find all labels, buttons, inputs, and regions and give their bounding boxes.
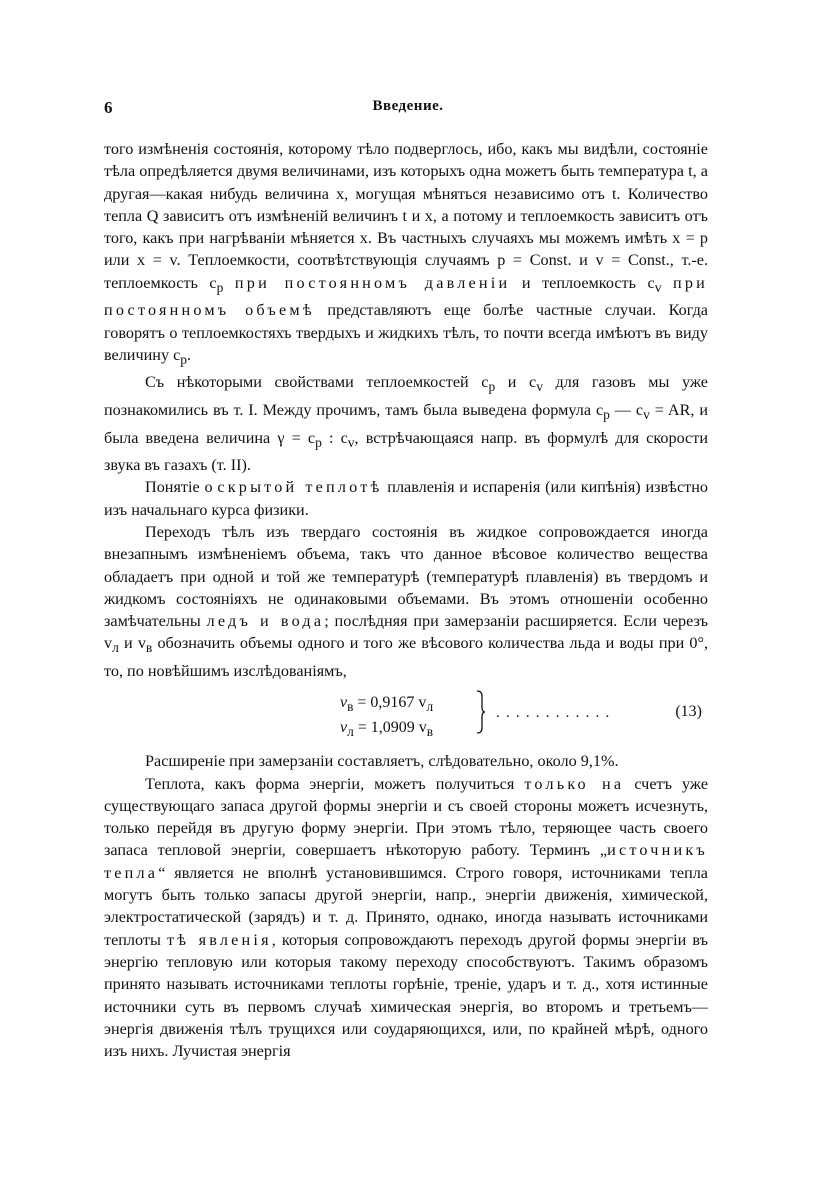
subscript: p [488,379,496,395]
text-run: : c [321,428,348,447]
paragraph-3 [104,476,708,521]
variable: v [340,694,348,712]
equation-line-2 [340,717,433,742]
subscript: v [347,434,355,450]
subscript: p [603,407,610,423]
text-run: того измѣненія состоянія, которому тѣло подверглось, ибо, какъ мы видѣли, состояніе тѣла опредѣляется двумя величинами, изъ которыхъ одна можетъ быть температура t, а другая—какая нибудь величина x, могущая мѣняться независимо отъ t. Количество тепла Q зависитъ отъ измѣненій величинъ t и x, а потому и теплоемкость зависитъ отъ того, какъ при нагрѣваніи мѣняется x. Въ частныхъ случаяхъ мы можемъ имѣть x = p или x = v. Теплоемкости, соотвѣтствующія случаямъ p = Const. и v = Const., т.-е. теплоемкость c [104,140,708,292]
spaced-emphasis: ледъ и вода [206,612,325,631]
paragraph-2 [104,371,708,476]
equation-rhs: = 1,0909 v [353,719,427,737]
spaced-emphasis: скрытой теплотѣ [217,478,383,497]
spaced-emphasis: при постоянномъ объемѣ [104,273,709,320]
equation-13 [104,690,708,742]
spaced-emphasis: тѣ явленія [166,930,272,949]
page-number: 6 [104,98,113,117]
text-run: ; послѣдняя при замерзаніи расширяется. Если черезъ v [104,612,708,653]
text-run: и v [118,634,146,653]
paragraph-6 [104,773,708,1063]
spaced-emphasis: только на [524,774,625,793]
page-header [104,98,712,124]
spaced-emphasis: источникъ тепла [104,841,708,882]
text-run: Переходъ тѣлъ изъ твердаго состоянія въ жидкое сопровождается иногда внезапнымъ измѣненіемъ объема, такъ что данное вѣсовое количество вещества обладаетъ при одной и той же температурѣ (температурѣ плавленія) въ твердомъ и жидкомъ состояніяхъ не одинаковыми объемами. Въ этомъ отношеніи особенно замѣчательны [104,522,708,631]
spaced-emphasis: при постоянномъ давленіи [234,273,511,292]
equation-lines [340,692,433,742]
leader-dots: ............ [496,705,616,722]
text-run: Понятіе о [145,478,218,497]
subscript: v [643,407,650,423]
subscript: л [426,699,434,715]
text-run: плавленія и испаренія (или кипѣнія) извѣстно изъ начальнаго курса физики. [104,478,708,519]
text-run: счетъ уже существующаго запаса другой формы энергіи и съ своей стороны можетъ исчезнуть, только перейдя въ другую форму энергіи. При этомъ тѣло, теряющее часть своего запаса тепловой энергіи, совершаетъ нѣкоторую работу. Терминъ „ [104,774,708,860]
equation-rhs: = 0,9167 v [353,694,427,712]
equation-line-1 [340,692,433,717]
text-run: . [187,345,192,364]
subscript: в [347,699,354,715]
text-run: — c [609,400,644,419]
text-run: , встрѣчающаяся напр. въ формулѣ для скорости звука въ газахъ (т. II). [104,428,708,475]
equation-number: (13) [675,703,702,721]
subscript: в [145,640,153,656]
text-run: обозначить объемы одного и того же вѣсового количества льда и воды при 0°, то, по новѣйшимъ изслѣдованіямъ, [104,634,708,680]
text-run [223,274,235,292]
right-brace-icon [476,690,486,734]
subscript: p [180,352,188,368]
text-run: Теплота, какъ форма энергіи, можетъ получиться [145,774,525,793]
subscript: v [654,280,662,296]
subscript: л [112,640,119,656]
text-run: , которыя сопровождаютъ переходъ другой формы энергіи въ энергію тепловую или которыя такому переходу способствуютъ. Такимъ образомъ принято называть источниками теплоты горѣніе, треніе, ударъ и т. д., хотя истинные источники суть въ первомъ случаѣ химическая энергія, во второмъ и третьемъ—энергія движенія тѣлъ трущихся или соударяющихся, или, по крайней мѣрѣ, одного изъ нихъ. Лучистая энергія [104,930,709,1061]
text-run: и c [495,373,537,392]
text-run: представляютъ еще болѣе частные случаи. Когда говорятъ о теплоемкостяхъ твердыхъ и жидкихъ тѣлъ, то почти всегда имѣютъ въ виду величину c [104,301,708,364]
paragraph-4 [104,521,708,682]
subscript: л [347,724,354,740]
text-run: для газовъ мы уже познакомились въ т. I. Между прочимъ, тамъ была выведена формула c [104,373,708,419]
subscript: p [315,434,322,450]
subscript: v [536,379,543,395]
text-run: = AR, и была введена величина γ = c [104,400,709,447]
variable: v [340,719,348,737]
subscript: в [426,724,434,740]
text-run: “ является не вполнѣ установившимся. Строго говоря, источниками тепла могутъ быть только запасы другой энергіи, напр., энергіи движенія, химической, электростатической (зарядъ) и т. д. Принято, однако, иногда называть источниками теплоты [104,863,708,949]
running-title: Введение. [372,98,444,114]
text-run: Съ нѣкоторыми свойствами теплоемкостей c [145,373,489,392]
subscript: p [216,280,224,296]
body-text [104,138,708,1062]
text-run: и теплоемкость c [510,273,655,292]
paragraph-5: Расширеніе при замерзаніи составляетъ, слѣдовательно, около 9,1%. [145,752,619,771]
paragraph-1 [104,138,708,371]
text-run [661,274,673,292]
